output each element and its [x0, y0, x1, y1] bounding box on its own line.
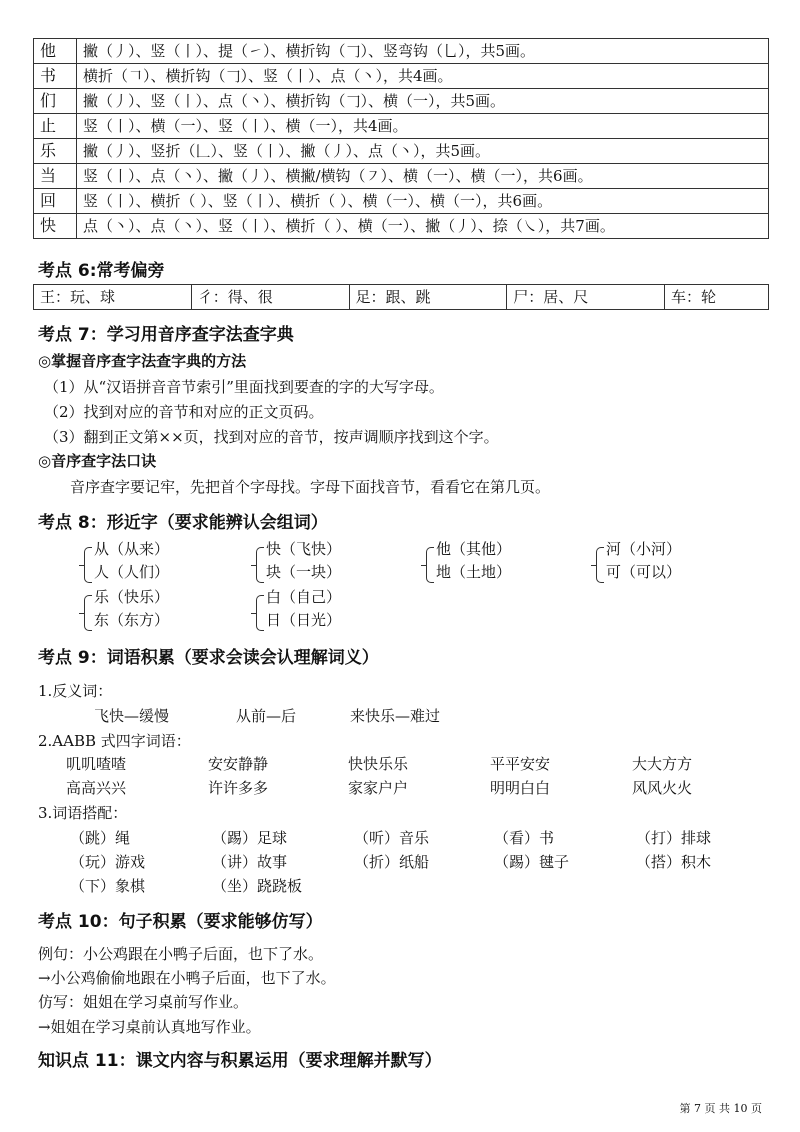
antonyms-label: 1.反义词：: [38, 682, 113, 700]
section8-title: 考点 8：形近字（要求能辨认会组词）: [38, 513, 328, 533]
pair-brace: [596, 547, 604, 583]
pair-group: [266, 538, 341, 584]
method-title: ◎掌握音序查字法查字典的方法: [38, 352, 247, 370]
antonym-item: 飞快—缓慢: [94, 707, 170, 725]
pair-brace: [84, 547, 92, 583]
collocation-item: （踢）足球: [212, 829, 288, 847]
stroke-row: [34, 189, 769, 214]
antonym-item: 来快乐—难过: [350, 707, 441, 725]
stroke-order: 横折（𠃍）、横折钩（𠃌）、竖（丨）、点（丶），共4画。: [77, 64, 769, 89]
pair-item: 从（从来）: [94, 540, 170, 558]
radical-cell: 足：跟、跳: [349, 285, 507, 310]
aabb-item: 平平安安: [490, 755, 551, 773]
pair-brace: [84, 595, 92, 631]
collocation-item: （踢）毽子: [494, 853, 570, 871]
pair-item: 日（日光）: [266, 611, 342, 629]
collocation-item: （下）象棋: [70, 877, 146, 895]
pair-brace: [256, 547, 264, 583]
stroke-order: 竖（丨）、横折（ ）、竖（丨）、横折（ ）、横（一）、横（一），共6画。: [77, 189, 769, 214]
stroke-order: 撇（丿）、竖折（𠃊）、竖（丨）、撇（丿）、点（丶），共5画。: [77, 139, 769, 164]
stroke-row: [34, 89, 769, 114]
step-1: （1）从“汉语拼音音节索引”里面找到要查的字的大写字母。: [44, 378, 444, 396]
pair-item: 块（一块）: [266, 563, 342, 581]
collocation-item: （坐）跷跷板: [212, 877, 303, 895]
stroke-char: 乐: [34, 139, 77, 164]
pair-item: 白（自己）: [266, 588, 342, 606]
stroke-char: 书: [34, 64, 77, 89]
stroke-row: [34, 39, 769, 64]
pair-group: [94, 586, 169, 632]
pair-brace: [426, 547, 434, 583]
radical-cell: 车：轮: [665, 285, 769, 310]
collocation-item: （讲）故事: [212, 853, 288, 871]
section10-title: 考点 10：句子积累（要求能够仿写）: [38, 912, 323, 932]
stroke-row: [34, 114, 769, 139]
section9-title: 考点 9：词语积累（要求会读会认理解词义）: [38, 648, 379, 668]
page-number: 第 7 页 共 10 页: [679, 1102, 762, 1115]
section7-title: 考点 7：学习用音序查字法查字典: [38, 325, 294, 345]
radicals-table: [33, 284, 769, 310]
pair-item: 东（东方）: [94, 611, 170, 629]
collocation-item: （跳）绳: [70, 829, 131, 847]
aabb-item: 明明白白: [490, 779, 551, 797]
step-3: （3）翻到正文第××页，找到对应的音节，按声调顺序找到这个字。: [44, 428, 499, 446]
aabb-label: 2.AABB 式四字词语：: [38, 732, 191, 750]
aabb-item: 快快乐乐: [348, 755, 409, 773]
stroke-order: 撇（丿）、竖（丨）、点（丶）、横折钩（𠃌）、横（一），共5画。: [77, 89, 769, 114]
aabb-item: 安安静静: [208, 755, 269, 773]
aabb-item: 叽叽喳喳: [66, 755, 127, 773]
section11-title: 知识点 11：课文内容与积累运用（要求理解并默写）: [38, 1051, 442, 1071]
example-line: →姐姐在学习桌前认真地写作业。: [38, 1018, 261, 1036]
aabb-item: 风风火火: [632, 779, 693, 797]
example-line: →小公鸡偷偷地跟在小鸭子后面，也下了水。: [38, 969, 336, 987]
stroke-row: [34, 139, 769, 164]
stroke-char: 们: [34, 89, 77, 114]
collocation-item: （听）音乐: [354, 829, 430, 847]
stroke-char: 回: [34, 189, 77, 214]
pair-item: 他（其他）: [436, 540, 512, 558]
pair-group: [266, 586, 341, 632]
stroke-char: 快: [34, 214, 77, 239]
aabb-item: 许许多多: [208, 779, 269, 797]
stroke-row: [34, 214, 769, 239]
rhyme-title: ◎音序查字法口诀: [38, 452, 157, 470]
stroke-order-table: [33, 38, 769, 239]
aabb-item: 家家户户: [348, 779, 409, 797]
pair-item: 可（可以）: [606, 563, 682, 581]
aabb-item: 高高兴兴: [66, 779, 127, 797]
radical-cell: 王：玩、球: [34, 285, 192, 310]
step-2: （2）找到对应的音节和对应的正文页码。: [44, 403, 324, 421]
stroke-order: 点（丶）、点（丶）、竖（丨）、横折（ ）、横（一）、撇（丿）、捺（㇏），共7画。: [77, 214, 769, 239]
stroke-order: 竖（丨）、横（一）、竖（丨）、横（一），共4画。: [77, 114, 769, 139]
radical-cell: 尸：居、尺: [507, 285, 665, 310]
pair-group: [436, 538, 511, 584]
stroke-order: 撇（丿）、竖（丨）、提（㇀）、横折钩（𠃌）、竖弯钩（乚），共5画。: [77, 39, 769, 64]
rhyme-text: 音序查字要记牢，先把首个字母找。字母下面找音节，看看它在第几页。: [70, 478, 551, 496]
stroke-row: [34, 64, 769, 89]
pair-group: [94, 538, 169, 584]
collocation-item: （玩）游戏: [70, 853, 146, 871]
collocation-item: （搭）积木: [636, 853, 712, 871]
aabb-item: 大大方方: [632, 755, 693, 773]
example-line: 仿写：姐姐在学习桌前写作业。: [38, 993, 249, 1011]
pair-brace: [256, 595, 264, 631]
collocation-item: （打）排球: [636, 829, 712, 847]
stroke-char: 止: [34, 114, 77, 139]
pair-item: 人（人们）: [94, 563, 170, 581]
pair-item: 快（飞快）: [266, 540, 342, 558]
pair-item: 河（小河）: [606, 540, 682, 558]
section6-title: 考点 6:常考偏旁: [38, 261, 165, 281]
stroke-order: 竖（丨）、点（丶）、撇（丿）、横撇/横钩（㇇）、横（一）、横（一），共6画。: [77, 164, 769, 189]
example-line: 例句：小公鸡跟在小鸭子后面，也下了水。: [38, 945, 324, 963]
pair-item: 乐（快乐）: [94, 588, 170, 606]
collocation-item: （看）书: [494, 829, 555, 847]
radical-cell: 彳：得、很: [191, 285, 349, 310]
stroke-char: 当: [34, 164, 77, 189]
pair-item: 地（土地）: [436, 563, 512, 581]
stroke-char: 他: [34, 39, 77, 64]
stroke-row: [34, 164, 769, 189]
collocation-label: 3.词语搭配：: [38, 804, 128, 822]
antonym-item: 从前—后: [236, 707, 297, 725]
collocation-item: （折）纸船: [354, 853, 430, 871]
pair-group: [606, 538, 681, 584]
